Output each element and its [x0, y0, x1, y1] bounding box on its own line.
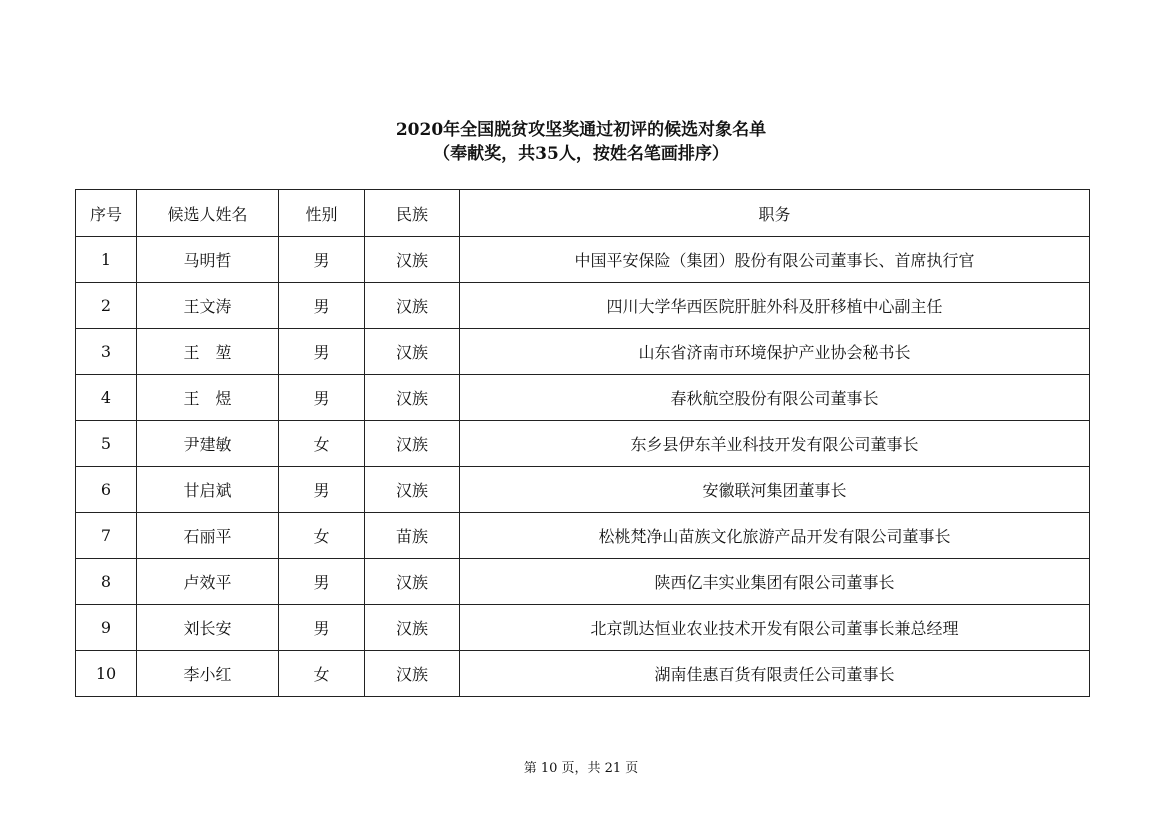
cell-col-name: 石丽平 — [137, 513, 279, 559]
cell-col-position: 安徽联河集团董事长 — [460, 467, 1090, 513]
cell-col-index: 6 — [76, 467, 137, 513]
cell-col-ethnicity: 汉族 — [365, 651, 460, 697]
cell-col-gender: 女 — [279, 513, 365, 559]
cell-col-index: 9 — [76, 605, 137, 651]
candidate-table — [75, 189, 1090, 697]
table-row — [76, 329, 1090, 375]
cell-col-ethnicity: 汉族 — [365, 375, 460, 421]
cell-col-name: 王 堃 — [137, 329, 279, 375]
title-line-1: 2020年全国脱贫攻坚奖通过初评的候选对象名单 — [395, 120, 767, 140]
table-row — [76, 651, 1090, 697]
header-col-index: 序号 — [76, 190, 137, 237]
cell-col-index: 2 — [76, 283, 137, 329]
table-header-row — [76, 190, 1090, 237]
table-row — [76, 375, 1090, 421]
cell-col-index: 4 — [76, 375, 137, 421]
cell-col-name: 卢效平 — [137, 559, 279, 605]
cell-col-index: 10 — [76, 651, 137, 697]
table-row — [76, 559, 1090, 605]
cell-col-index: 8 — [76, 559, 137, 605]
cell-col-gender: 男 — [279, 237, 365, 283]
cell-col-position: 东乡县伊东羊业科技开发有限公司董事长 — [460, 421, 1090, 467]
page-number: 第 10 页，共 21 页 — [523, 761, 639, 776]
cell-col-name: 刘长安 — [137, 605, 279, 651]
cell-col-index: 5 — [76, 421, 137, 467]
cell-col-gender: 女 — [279, 421, 365, 467]
cell-col-name: 马明哲 — [137, 237, 279, 283]
cell-col-position: 春秋航空股份有限公司董事长 — [460, 375, 1090, 421]
table-row — [76, 513, 1090, 559]
cell-col-position: 松桃梵净山苗族文化旅游产品开发有限公司董事长 — [460, 513, 1090, 559]
table-row — [76, 467, 1090, 513]
cell-col-index: 1 — [76, 237, 137, 283]
cell-col-gender: 男 — [279, 467, 365, 513]
cell-col-name: 王 煜 — [137, 375, 279, 421]
cell-col-gender: 男 — [279, 605, 365, 651]
cell-col-ethnicity: 汉族 — [365, 605, 460, 651]
cell-col-position: 湖南佳惠百货有限责任公司董事长 — [460, 651, 1090, 697]
document-title — [0, 118, 1162, 166]
cell-col-gender: 男 — [279, 283, 365, 329]
header-col-gender: 性别 — [279, 190, 365, 237]
cell-col-ethnicity: 汉族 — [365, 237, 460, 283]
cell-col-ethnicity: 汉族 — [365, 283, 460, 329]
cell-col-ethnicity: 汉族 — [365, 467, 460, 513]
header-col-name: 候选人姓名 — [137, 190, 279, 237]
cell-col-index: 7 — [76, 513, 137, 559]
cell-col-name: 尹建敏 — [137, 421, 279, 467]
cell-col-gender: 男 — [279, 559, 365, 605]
header-col-ethnicity: 民族 — [365, 190, 460, 237]
cell-col-gender: 女 — [279, 651, 365, 697]
header-col-position: 职务 — [460, 190, 1090, 237]
cell-col-position: 四川大学华西医院肝脏外科及肝移植中心副主任 — [460, 283, 1090, 329]
table-row — [76, 283, 1090, 329]
cell-col-gender: 男 — [279, 375, 365, 421]
cell-col-name: 李小红 — [137, 651, 279, 697]
cell-col-position: 山东省济南市环境保护产业协会秘书长 — [460, 329, 1090, 375]
cell-col-ethnicity: 苗族 — [365, 513, 460, 559]
cell-col-gender: 男 — [279, 329, 365, 375]
cell-col-ethnicity: 汉族 — [365, 421, 460, 467]
cell-col-name: 甘启斌 — [137, 467, 279, 513]
title-line-2: （奉献奖，共35人，按姓名笔画排序） — [433, 144, 729, 164]
cell-col-name: 王文涛 — [137, 283, 279, 329]
cell-col-position: 陕西亿丰实业集团有限公司董事长 — [460, 559, 1090, 605]
table-row — [76, 605, 1090, 651]
cell-col-ethnicity: 汉族 — [365, 329, 460, 375]
cell-col-ethnicity: 汉族 — [365, 559, 460, 605]
cell-col-index: 3 — [76, 329, 137, 375]
table-row — [76, 421, 1090, 467]
cell-col-position: 北京凯达恒业农业技术开发有限公司董事长兼总经理 — [460, 605, 1090, 651]
table-row — [76, 237, 1090, 283]
cell-col-position: 中国平安保险（集团）股份有限公司董事长、首席执行官 — [460, 237, 1090, 283]
